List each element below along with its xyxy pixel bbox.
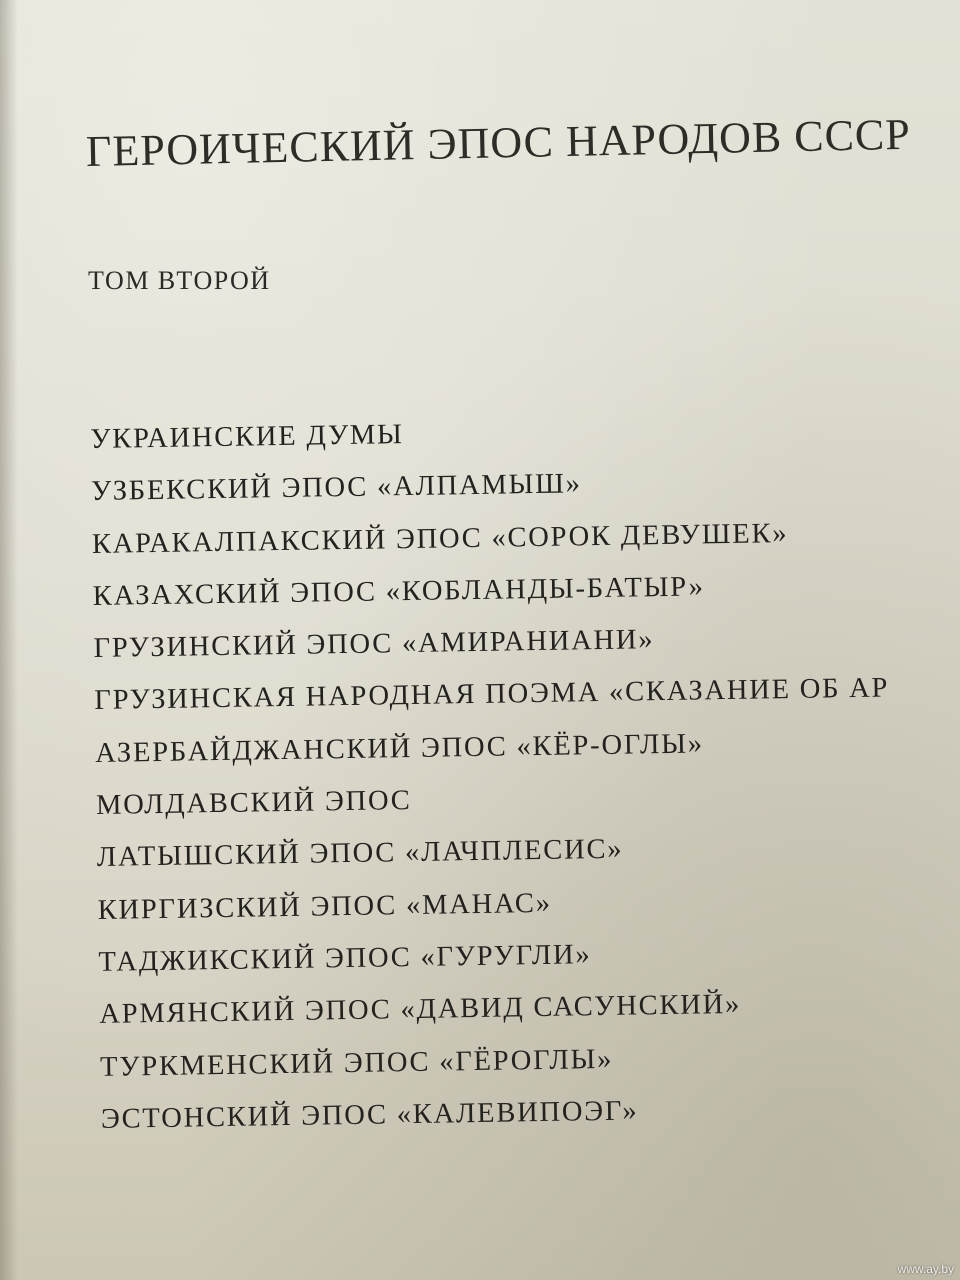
site-watermark: www.ay.by: [897, 1262, 954, 1276]
contents-item: ЛАТЫШСКИЙ ЭПОС «ЛАЧПЛЕСИС»: [96, 834, 624, 874]
contents-item: ГРУЗИНСКАЯ НАРОДНАЯ ПОЭМА «СКАЗАНИЕ ОБ АР: [94, 672, 890, 717]
contents-item: АРМЯНСКИЙ ЭПОС «ДАВИД САСУНСКИЙ»: [99, 989, 742, 1031]
contents-item: КИРГИЗСКИЙ ЭПОС «МАНАС»: [97, 887, 553, 926]
contents-item: КАЗАХСКИЙ ЭПОС «КОБЛАНДЫ-БАТЫР»: [92, 571, 705, 612]
contents-item: ТУРКМЕНСКИЙ ЭПОС «ГЁРОГЛЫ»: [99, 1043, 614, 1083]
contents-list: [90, 408, 896, 1153]
book-title: ГЕРОИЧЕСКИЙ ЭПОС НАРОДОВ СССР: [85, 109, 912, 176]
contents-item: УЗБЕКСКИЙ ЭПОС «АЛПАМЫШ»: [90, 468, 582, 508]
contents-item: АЗЕРБАЙДЖАНСКИЙ ЭПОС «КЁР-ОГЛЫ»: [94, 728, 705, 769]
contents-item: КАРАКАЛПАКСКИЙ ЭПОС «СОРОК ДЕВУШЕК»: [91, 517, 789, 560]
contents-item: МОЛДАВСКИЙ ЭПОС: [95, 785, 412, 822]
volume-label: ТОМ ВТОРОЙ: [88, 266, 271, 295]
contents-item: ТАДЖИКСКИЙ ЭПОС «ГУРУГЛИ»: [98, 939, 592, 978]
page-fold-shadow: [0, 0, 18, 1280]
contents-item: УКРАИНСКИЕ ДУМЫ: [90, 419, 404, 455]
contents-item: ЭСТОНСКИЙ ЭПОС «КАЛЕВИПОЭГ»: [100, 1095, 639, 1135]
contents-item: ГРУЗИНСКИЙ ЭПОС «АМИРАНИАНИ»: [93, 624, 655, 665]
